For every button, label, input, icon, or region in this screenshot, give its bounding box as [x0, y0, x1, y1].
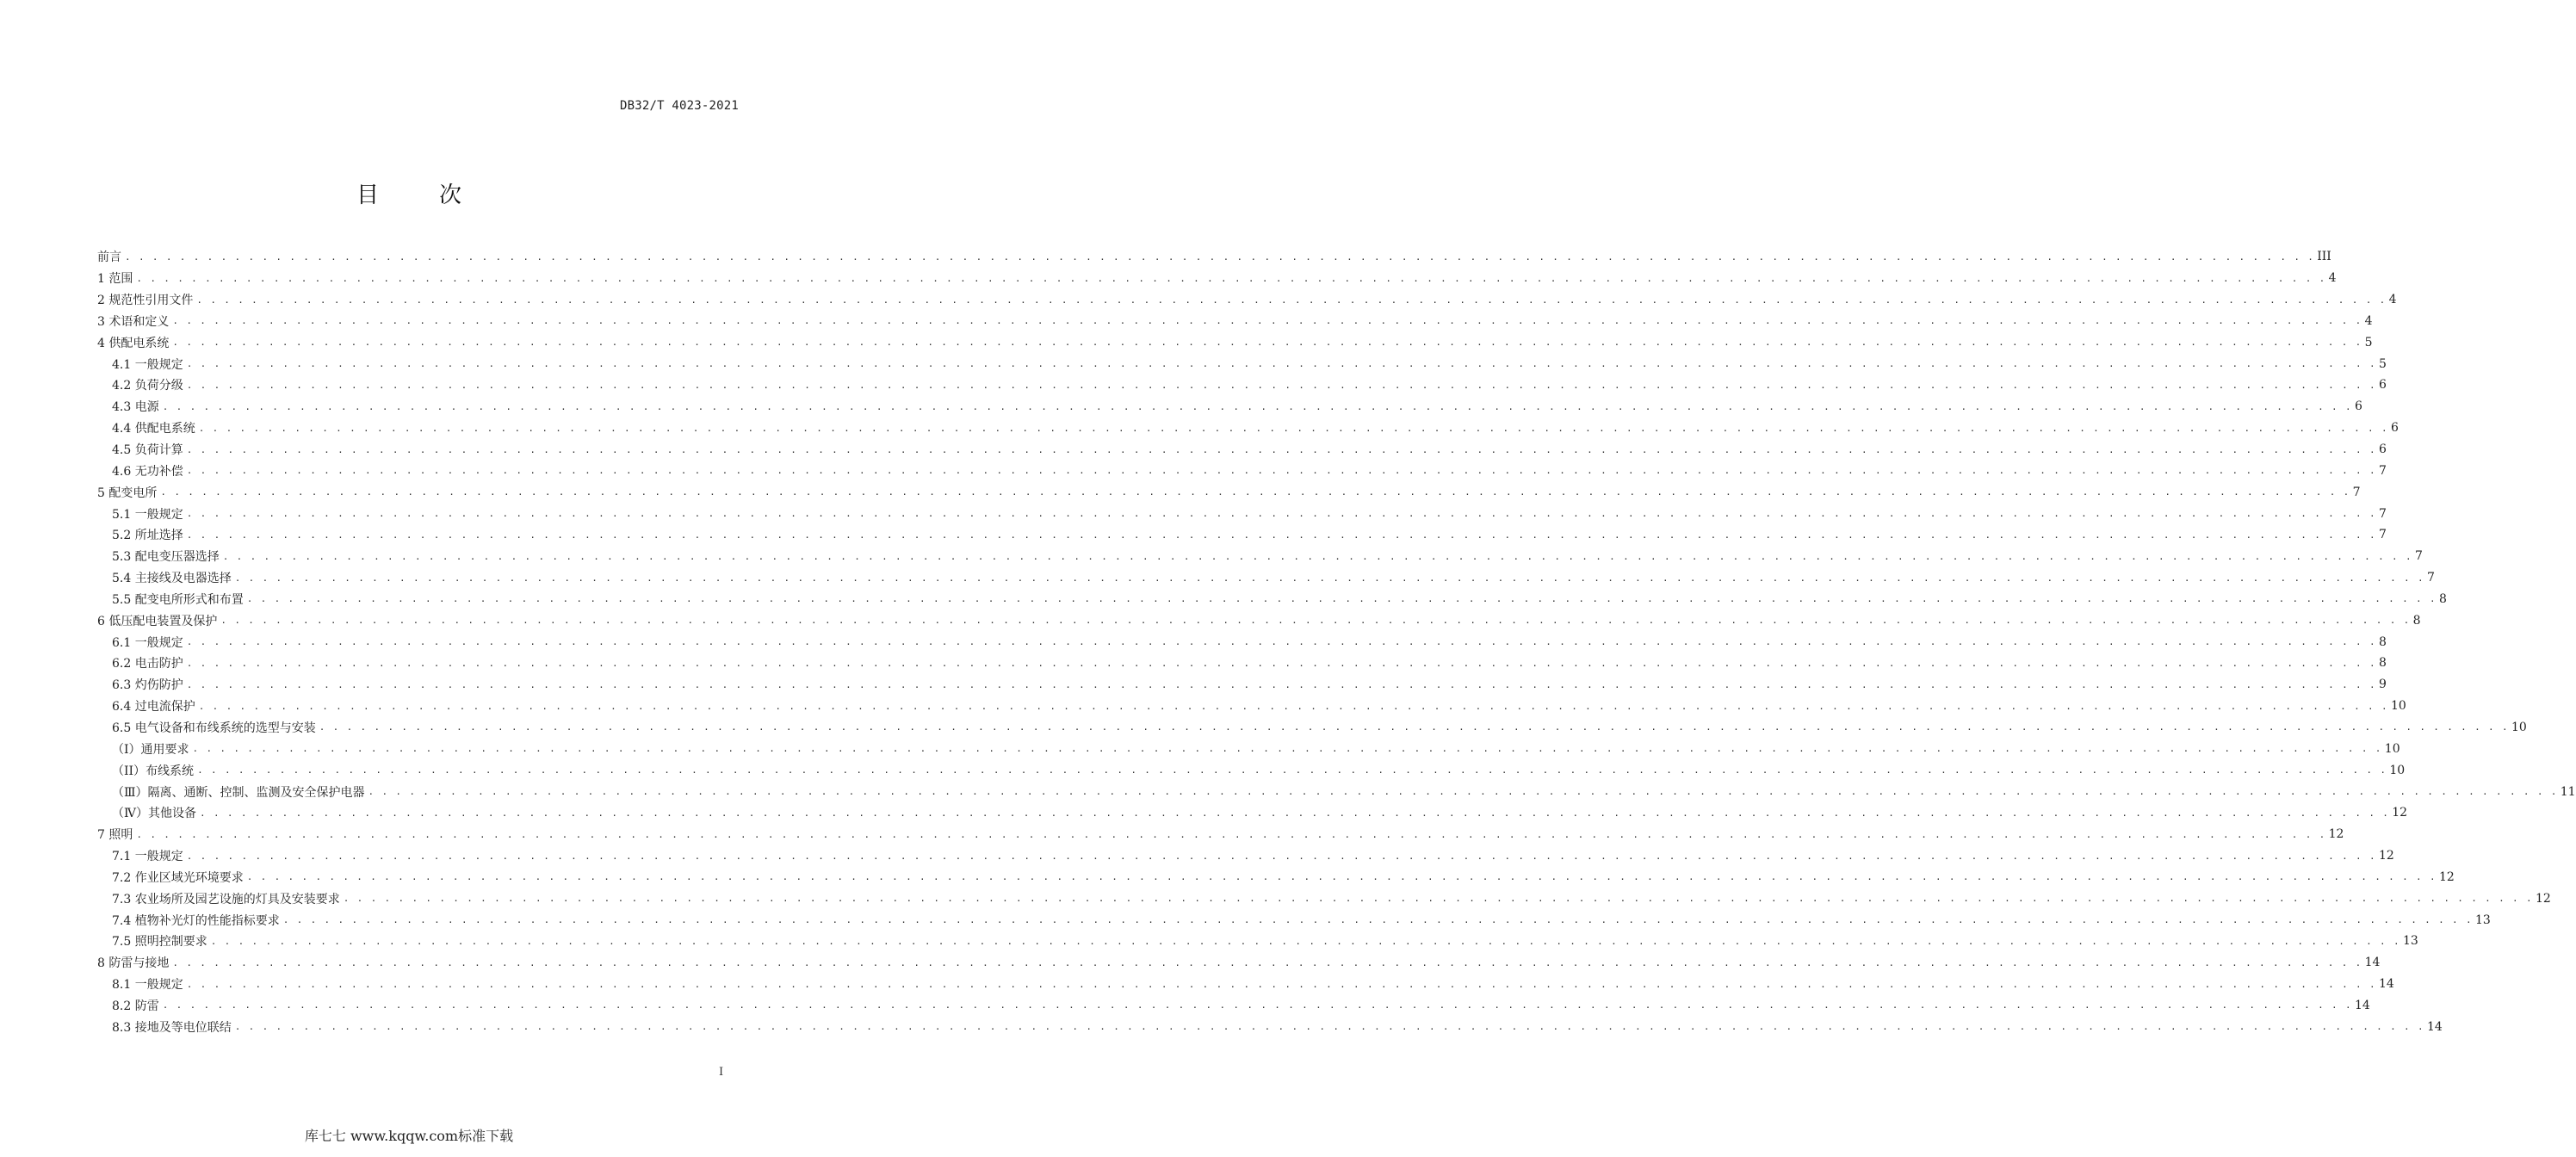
toc-entry-number: 3 — [97, 314, 105, 329]
toc-entry[interactable] — [97, 609, 2421, 631]
toc-entry[interactable] — [97, 374, 2387, 396]
toc-entry-title — [112, 569, 232, 586]
toc-entry[interactable] — [97, 439, 2387, 461]
toc-entry-label: 规范性引用文件 — [108, 294, 194, 308]
toc-entry-title — [97, 484, 157, 501]
toc-entry-title — [112, 932, 207, 950]
toc-page-number: 13 — [2402, 934, 2418, 949]
toc-entry-number: 6.4 — [112, 700, 132, 715]
dot-leader: . . . . . . . . . . . . . . . . . . . . . . . . . . . . . . . . . . . . . . . . . . . . . . . . . . . . . . . . . . . . . . . . . . . . . . . . . . . . . . . . . . . . . . . . . . . . . . . . . . . . . . . . . . . . . . . . . . . . . . . . . . . . . . . . . . . . . . . . . . . . . . . . . . . . . . . . . . . . . . . . — [198, 422, 2388, 434]
toc-entry-label: 一般规定 — [134, 507, 183, 522]
toc-page-number: 8 — [2412, 613, 2421, 628]
toc-entry-title — [112, 398, 159, 415]
toc-entry-label: 防雷 — [134, 999, 159, 1013]
toc-page-number: 12 — [2328, 827, 2344, 842]
dot-leader: . . . . . . . . . . . . . . . . . . . . . . . . . . . . . . . . . . . . . . . . . . . . . . . . . . . . . . . . . . . . . . . . . . . . . . . . . . . . . . . . . . . . . . . . . . . . . . . . . . . . . . . . . . . . . . . . . . . . . . . . . . . . . . . . . . . . . . . . . . . . . . . . . . . . . . . . . . . . . . . . — [172, 315, 2362, 327]
dot-leader: . . . . . . . . . . . . . . . . . . . . . . . . . . . . . . . . . . . . . . . . . . . . . . . . . . . . . . . . . . . . . . . . . . . . . . . . . . . . . . . . . . . . . . . . . . . . . . . . . . . . . . . . . . . . . . . . . . . . . . . . . . . . . . . . . . . . . . . . . . . . . . . . . . . . . . . . . . . . . . . . — [200, 807, 2390, 819]
toc-entry[interactable] — [97, 311, 2373, 332]
toc-entry-title — [112, 697, 195, 715]
toc-entry-title — [112, 975, 183, 993]
toc-entry-title — [112, 890, 340, 907]
dot-leader: . . . . . . . . . . . . . . . . . . . . . . . . . . . . . . . . . . . . . . . . . . . . . . . . . . . . . . . . . . . . . . . . . . . . . . . . . . . . . . . . . . . . . . . . . . . . . . . . . . . . . . . . . . . . . . . . . . . . . . . . . . . . . . . . . . . . . . . . . . . . . . . . . . . . . . . . . . . . . . . . — [319, 721, 2509, 733]
page-title: 目 次 — [356, 183, 480, 208]
toc-entry-title — [112, 783, 365, 801]
toc-entry-number: 5.1 — [112, 507, 132, 522]
toc-entry-label: 所址选择 — [134, 529, 183, 543]
toc-entry-label: 配变电所形式和布置 — [134, 592, 244, 607]
toc-entry-title — [112, 912, 280, 929]
toc-entry-number: 4.4 — [112, 422, 132, 436]
toc-entry-label: 其他设备 — [148, 807, 196, 821]
toc-entry[interactable] — [97, 1016, 2443, 1037]
toc-entry-number: 8 — [97, 956, 105, 971]
toc-entry-number: 4.1 — [112, 357, 132, 372]
dot-leader: . . . . . . . . . . . . . . . . . . . . . . . . . . . . . . . . . . . . . . . . . . . . . . . . . . . . . . . . . . . . . . . . . . . . . . . . . . . . . . . . . . . . . . . . . . . . . . . . . . . . . . . . . . . . . . . . . . . . . . . . . . . . . . . . . . . . . . . . . . . . . . . . . . . . . . . . . . . . . . . . — [368, 786, 2558, 798]
toc-entry-label: 通用要求 — [140, 742, 189, 757]
toc-page-number: 10 — [2384, 741, 2400, 756]
dot-leader: . . . . . . . . . . . . . . . . . . . . . . . . . . . . . . . . . . . . . . . . . . . . . . . . . . . . . . . . . . . . . . . . . . . . . . . . . . . . . . . . . . . . . . . . . . . . . . . . . . . . . . . . . . . . . . . . . . . . . . . . . . . . . . . . . . . . . . . . . . . . . . . . . . . . . . . . . . . . . . . . — [186, 657, 2376, 669]
toc-entry-number: 8.3 — [112, 1020, 132, 1035]
toc-entry[interactable] — [97, 717, 2527, 739]
toc-page-number: 6 — [2378, 442, 2387, 457]
toc-entry-label: 布线系统 — [146, 764, 195, 778]
toc-entry-label: 一般规定 — [134, 357, 183, 372]
dot-leader: . . . . . . . . . . . . . . . . . . . . . . . . . . . . . . . . . . . . . . . . . . . . . . . . . . . . . . . . . . . . . . . . . . . . . . . . . . . . . . . . . . . . . . . . . . . . . . . . . . . . . . . . . . . . . . . . . . . . . . . . . . . . . . . . . . . . . . . . . . . . . . . . . . . . . . . . . . . . . . . . — [210, 935, 2400, 947]
dot-leader: . . . . . . . . . . . . . . . . . . . . . . . . . . . . . . . . . . . . . . . . . . . . . . . . . . . . . . . . . . . . . . . . . . . . . . . . . . . . . . . . . . . . . . . . . . . . . . . . . . . . . . . . . . . . . . . . . . . . . . . . . . . . . . . . . . . . . . . . . . . . . . . . . . . . . . . . . . . . . . . . — [186, 678, 2376, 690]
dot-leader: . . . . . . . . . . . . . . . . . . . . . . . . . . . . . . . . . . . . . . . . . . . . . . . . . . . . . . . . . . . . . . . . . . . . . . . . . . . . . . . . . . . . . . . . . . . . . . . . . . . . . . . . . . . . . . . . . . . . . . . . . . . . . . . . . . . . . . . . . . . . . . . . . . . . . . . . . . . . . . . . — [246, 871, 2437, 883]
toc-entry-label: 供配电系统 — [108, 336, 170, 350]
toc-entry-title — [97, 291, 193, 308]
toc-entry[interactable] — [97, 653, 2387, 674]
toc-entry[interactable] — [97, 995, 2370, 1017]
toc-entry[interactable] — [97, 931, 2418, 952]
toc-page-number: 14 — [2378, 977, 2394, 992]
toc-entry-number: 6.3 — [112, 678, 132, 693]
toc-entry-number: 8.1 — [112, 978, 132, 993]
toc-entry-title — [97, 826, 133, 843]
toc-entry-label: 灼伤防护 — [134, 678, 183, 693]
toc-entry-title — [112, 654, 183, 671]
toc-entry-title — [112, 376, 183, 393]
toc-entry-title — [112, 548, 220, 565]
toc-page-number: III — [2317, 250, 2331, 264]
toc-entry-label: 一般规定 — [134, 635, 183, 650]
toc-entry-title — [112, 719, 316, 736]
toc-page-number: 6 — [2390, 421, 2399, 436]
toc-entry-label: 范围 — [108, 272, 133, 287]
toc-page-number: 10 — [2511, 720, 2527, 734]
toc-entry-number: 6.5 — [112, 721, 132, 735]
dot-leader: . . . . . . . . . . . . . . . . . . . . . . . . . . . . . . . . . . . . . . . . . . . . . . . . . . . . . . . . . . . . . . . . . . . . . . . . . . . . . . . . . . . . . . . . . . . . . . . . . . . . . . . . . . . . . . . . . . . . . . . . . . . . . . . . . . . . . . . . . . . . . . . . . . . . . . . . . . . . . . . . — [172, 956, 2362, 968]
toc-entry-title — [97, 269, 133, 287]
toc-entry[interactable] — [97, 246, 2331, 268]
dot-leader: . . . . . . . . . . . . . . . . . . . . . . . . . . . . . . . . . . . . . . . . . . . . . . . . . . . . . . . . . . . . . . . . . . . . . . . . . . . . . . . . . . . . . . . . . . . . . . . . . . . . . . . . . . . . . . . . . . . . . . . . . . . . . . . . . . . . . . . . . . . . . . . . . . . . . . . . . . . . . . . . — [136, 272, 2326, 284]
toc-entry-number: 7.1 — [112, 850, 132, 864]
toc-entry-label: 前言 — [97, 251, 121, 265]
dot-leader: . . . . . . . . . . . . . . . . . . . . . . . . . . . . . . . . . . . . . . . . . . . . . . . . . . . . . . . . . . . . . . . . . . . . . . . . . . . . . . . . . . . . . . . . . . . . . . . . . . . . . . . . . . . . . . . . . . . . . . . . . . . . . . . . . . . . . . . . . . . . . . . . . . . . . . . . . . . . . . . . — [186, 636, 2376, 648]
toc-page-number: 7 — [2414, 549, 2423, 564]
toc-entry[interactable] — [97, 524, 2387, 546]
toc-entry[interactable] — [97, 396, 2362, 418]
toc-entry-title — [112, 804, 196, 821]
toc-entry-label: 负荷计算 — [134, 443, 183, 458]
toc-entry-title — [112, 676, 183, 693]
toc-page-number: 5 — [2378, 356, 2387, 371]
toc-entry-title — [112, 462, 183, 480]
toc-entry-title — [112, 441, 183, 458]
dot-leader: . . . . . . . . . . . . . . . . . . . . . . . . . . . . . . . . . . . . . . . . . . . . . . . . . . . . . . . . . . . . . . . . . . . . . . . . . . . . . . . . . . . . . . . . . . . . . . . . . . . . . . . . . . . . . . . . . . . . . . . . . . . . . . . . . . . . . . . . . . . . . . . . . . . . . . . . . . . . . . . . — [160, 486, 2350, 498]
toc-entry-number: （Ⅲ） — [112, 785, 148, 800]
toc-page-number: 7 — [2378, 463, 2387, 478]
toc-entry-label: 一般规定 — [134, 978, 183, 993]
dot-leader: . . . . . . . . . . . . . . . . . . . . . . . . . . . . . . . . . . . . . . . . . . . . . . . . . . . . . . . . . . . . . . . . . . . . . . . . . . . . . . . . . . . . . . . . . . . . . . . . . . . . . . . . . . . . . . . . . . . . . . . . . . . . . . . . . . . . . . . . . . . . . . . . . . . . . . . . . . . . . . . . — [186, 850, 2376, 862]
page-number: I — [719, 1066, 724, 1079]
toc-page-number: 7 — [2352, 485, 2361, 499]
dot-leader: . . . . . . . . . . . . . . . . . . . . . . . . . . . . . . . . . . . . . . . . . . . . . . . . . . . . . . . . . . . . . . . . . . . . . . . . . . . . . . . . . . . . . . . . . . . . . . . . . . . . . . . . . . . . . . . . . . . . . . . . . . . . . . . . . . . . . . . . . . . . . . . . . . . . . . . . . . . . . . . . — [186, 508, 2376, 520]
toc-entry-number: 5.3 — [112, 550, 132, 565]
toc-entry[interactable] — [97, 589, 2447, 610]
toc-entry-title — [112, 634, 183, 651]
toc-entry-label: 主接线及电器选择 — [134, 572, 232, 586]
dot-leader: . . . . . . . . . . . . . . . . . . . . . . . . . . . . . . . . . . . . . . . . . . . . . . . . . . . . . . . . . . . . . . . . . . . . . . . . . . . . . . . . . . . . . . . . . . . . . . . . . . . . . . . . . . . . . . . . . . . . . . . . . . . . . . . . . . . . . . . . . . . . . . . . . . . . . . . . . . . . . . . . — [343, 893, 2533, 905]
toc-entry-number: 2 — [97, 294, 105, 308]
toc-page-number: 14 — [2364, 956, 2381, 970]
toc-entry-label: 植物补光灯的性能指标要求 — [134, 913, 280, 928]
toc-entry-title — [112, 869, 244, 886]
toc-entry[interactable] — [97, 353, 2387, 374]
toc-entry-label: 负荷分级 — [134, 379, 183, 393]
toc-entry-label: 作业区域光环境要求 — [134, 870, 244, 885]
toc-page-number: 13 — [2474, 913, 2491, 927]
toc-page-number: 7 — [2378, 528, 2387, 542]
toc-entry-title — [112, 419, 195, 436]
toc-entry-number: 5.2 — [112, 529, 132, 543]
toc-entry-label: 供配电系统 — [134, 422, 195, 436]
toc-entry-number: 4.5 — [112, 443, 132, 458]
toc-page-number: 4 — [2364, 313, 2373, 328]
toc-page-number: 14 — [2426, 1019, 2443, 1034]
toc-entry-label: 防雷与接地 — [108, 956, 170, 971]
toc-entry[interactable] — [97, 460, 2387, 481]
toc-entry-title — [112, 1018, 232, 1036]
toc-page-number: 5 — [2364, 335, 2373, 350]
toc-entry-number: 4.6 — [112, 464, 132, 479]
toc-entry-label: 电击防护 — [134, 657, 183, 671]
toc-entry-number: 7.2 — [112, 870, 132, 885]
dot-leader: . . . . . . . . . . . . . . . . . . . . . . . . . . . . . . . . . . . . . . . . . . . . . . . . . . . . . . . . . . . . . . . . . . . . . . . . . . . . . . . . . . . . . . . . . . . . . . . . . . . . . . . . . . . . . . . . . . . . . . . . . . . . . . . . . . . . . . . . . . . . . . . . . . . . . . . . . . . . . . . . — [186, 529, 2376, 541]
dot-leader: . . . . . . . . . . . . . . . . . . . . . . . . . . . . . . . . . . . . . . . . . . . . . . . . . . . . . . . . . . . . . . . . . . . . . . . . . . . . . . . . . . . . . . . . . . . . . . . . . . . . . . . . . . . . . . . . . . . . . . . . . . . . . . . . . . . . . . . . . . . . . . . . . . . . . . . . . . . . . . . . — [222, 550, 2412, 562]
toc-entry-number: 7.3 — [112, 892, 132, 906]
dot-leader: . . . . . . . . . . . . . . . . . . . . . . . . . . . . . . . . . . . . . . . . . . . . . . . . . . . . . . . . . . . . . . . . . . . . . . . . . . . . . . . . . . . . . . . . . . . . . . . . . . . . . . . . . . . . . . . . . . . . . . . . . . . . . . . . . . . . . . . . . . . . . . . . . . . . . . . . . . . . . . . . — [172, 337, 2362, 349]
toc-entry-number: 6.1 — [112, 635, 132, 650]
toc-entry[interactable] — [97, 952, 2381, 974]
toc-page-number: 6 — [2354, 399, 2362, 414]
toc-entry-label: 电气设备和布线系统的选型与安装 — [134, 721, 316, 735]
toc-entry[interactable] — [97, 759, 2406, 781]
toc-entry[interactable] — [97, 503, 2387, 524]
toc-entry-title — [97, 312, 169, 330]
toc-entry-label: 术语和定义 — [108, 314, 170, 329]
toc-entry-title — [97, 248, 121, 265]
dot-leader: . . . . . . . . . . . . . . . . . . . . . . . . . . . . . . . . . . . . . . . . . . . . . . . . . . . . . . . . . . . . . . . . . . . . . . . . . . . . . . . . . . . . . . . . . . . . . . . . . . . . . . . . . . . . . . . . . . . . . . . . . . . . . . . . . . . . . . . . . . . . . . . . . . . . . . . . . . . . . . . . — [136, 828, 2326, 840]
dot-leader: . . . . . . . . . . . . . . . . . . . . . . . . . . . . . . . . . . . . . . . . . . . . . . . . . . . . . . . . . . . . . . . . . . . . . . . . . . . . . . . . . . . . . . . . . . . . . . . . . . . . . . . . . . . . . . . . . . . . . . . . . . . . . . . . . . . . . . . . . . . . . . . . . . . . . . . . . . . . . . . . — [186, 978, 2376, 990]
toc-entry-number: 6.2 — [112, 657, 132, 671]
toc-entry-number: 7.5 — [112, 935, 132, 950]
toc-entry[interactable] — [97, 481, 2361, 503]
toc-entry-label: 农业场所及园艺设施的灯具及安装要求 — [134, 892, 340, 906]
toc-entry[interactable] — [97, 845, 2394, 867]
dot-leader: . . . . . . . . . . . . . . . . . . . . . . . . . . . . . . . . . . . . . . . . . . . . . . . . . . . . . . . . . . . . . . . . . . . . . . . . . . . . . . . . . . . . . . . . . . . . . . . . . . . . . . . . . . . . . . . . . . . . . . . . . . . . . . . . . . . . . . . . . . . . . . . . . . . . . . . . . . . . . . . . — [192, 743, 2382, 755]
toc-page-number: 14 — [2354, 998, 2370, 1012]
dot-leader: . . . . . . . . . . . . . . . . . . . . . . . . . . . . . . . . . . . . . . . . . . . . . . . . . . . . . . . . . . . . . . . . . . . . . . . . . . . . . . . . . . . . . . . . . . . . . . . . . . . . . . . . . . . . . . . . . . . . . . . . . . . . . . . . . . . . . . . . . . . . . . . . . . . . . . . . . . . . . . . . — [282, 914, 2473, 926]
toc-entry[interactable] — [97, 824, 2344, 845]
toc-entry-label: 配变电所 — [108, 486, 158, 500]
toc-page-number: 10 — [2389, 763, 2406, 777]
table-of-contents — [97, 246, 2576, 1037]
toc-entry-label: 照明控制要求 — [134, 935, 207, 950]
toc-entry-label: 隔离、通断、控制、监测及安全保护电器 — [147, 785, 365, 800]
toc-entry-number: 7 — [97, 828, 105, 843]
dot-leader: . . . . . . . . . . . . . . . . . . . . . . . . . . . . . . . . . . . . . . . . . . . . . . . . . . . . . . . . . . . . . . . . . . . . . . . . . . . . . . . . . . . . . . . . . . . . . . . . . . . . . . . . . . . . . . . . . . . . . . . . . . . . . . . . . . . . . . . . . . . . . . . . . . . . . . . . . . . . . . . . — [196, 294, 2387, 306]
toc-entry-number: 4.2 — [112, 379, 132, 393]
toc-entry[interactable] — [97, 331, 2373, 353]
toc-entry-number: 5.4 — [112, 572, 132, 586]
toc-entry-number: 8.2 — [112, 999, 132, 1013]
footer-watermark: 库七七 www.kqqw.com标准下载 — [304, 1128, 514, 1144]
toc-entry-label: 配电变压器选择 — [134, 550, 220, 565]
toc-entry-number: 6 — [97, 614, 105, 628]
toc-entry-number: 5.5 — [112, 592, 132, 607]
toc-entry-number: （Ⅰ） — [112, 742, 141, 757]
toc-entry-label: 接地及等电位联结 — [134, 1020, 232, 1035]
dot-leader: . . . . . . . . . . . . . . . . . . . . . . . . . . . . . . . . . . . . . . . . . . . . . . . . . . . . . . . . . . . . . . . . . . . . . . . . . . . . . . . . . . . . . . . . . . . . . . . . . . . . . . . . . . . . . . . . . . . . . . . . . . . . . . . . . . . . . . . . . . . . . . . . . . . . . . . . . . . . . . . . — [234, 1021, 2424, 1033]
toc-entry[interactable] — [97, 866, 2455, 888]
toc-page-number: 4 — [2388, 293, 2397, 307]
toc-entry[interactable] — [97, 696, 2406, 717]
toc-entry-label: 电源 — [134, 400, 159, 415]
toc-entry-number: 7.4 — [112, 913, 132, 928]
standard-code: DB32/T 4023-2021 — [619, 99, 739, 113]
toc-page-number: 7 — [2378, 506, 2387, 521]
toc-entry-label: 无功补偿 — [134, 464, 183, 479]
toc-page-number: 6 — [2378, 378, 2387, 393]
toc-entry-number: 1 — [97, 272, 105, 287]
toc-entry-label: 过电流保护 — [134, 700, 195, 715]
toc-entry[interactable] — [97, 802, 2408, 824]
toc-page-number: 9 — [2378, 677, 2387, 692]
toc-entry[interactable] — [97, 631, 2387, 653]
toc-entry-number: （II） — [112, 764, 146, 778]
toc-entry-number: 5 — [97, 486, 105, 500]
toc-page-number: 4 — [2328, 271, 2337, 286]
dot-leader: . . . . . . . . . . . . . . . . . . . . . . . . . . . . . . . . . . . . . . . . . . . . . . . . . . . . . . . . . . . . . . . . . . . . . . . . . . . . . . . . . . . . . . . . . . . . . . . . . . . . . . . . . . . . . . . . . . . . . . . . . . . . . . . . . . . . . . . . . . . . . . . . . . . . . . . . . . . . . . . . — [198, 700, 2388, 712]
toc-entry[interactable] — [97, 418, 2399, 439]
toc-entry-title — [112, 997, 159, 1014]
toc-entry[interactable] — [97, 909, 2491, 931]
toc-page-number: 12 — [2392, 806, 2408, 820]
dot-leader: . . . . . . . . . . . . . . . . . . . . . . . . . . . . . . . . . . . . . . . . . . . . . . . . . . . . . . . . . . . . . . . . . . . . . . . . . . . . . . . . . . . . . . . . . . . . . . . . . . . . . . . . . . . . . . . . . . . . . . . . . . . . . . . . . . . . . . . . . . . . . . . . . . . . . . . . . . . . . . . . — [186, 443, 2376, 455]
dot-leader: . . . . . . . . . . . . . . . . . . . . . . . . . . . . . . . . . . . . . . . . . . . . . . . . . . . . . . . . . . . . . . . . . . . . . . . . . . . . . . . . . . . . . . . . . . . . . . . . . . . . . . . . . . . . . . . . . . . . . . . . . . . . . . . . . . . . . . . . . . . . . . . . . . . . . . . . . . . . . . . . — [186, 465, 2376, 477]
toc-entry[interactable] — [97, 289, 2397, 311]
toc-entry-title — [97, 612, 217, 629]
toc-entry[interactable] — [97, 888, 2551, 909]
toc-page-number: 8 — [2438, 591, 2447, 606]
dot-leader: . . . . . . . . . . . . . . . . . . . . . . . . . . . . . . . . . . . . . . . . . . . . . . . . . . . . . . . . . . . . . . . . . . . . . . . . . . . . . . . . . . . . . . . . . . . . . . . . . . . . . . . . . . . . . . . . . . . . . . . . . . . . . . . . . . . . . . . . . . . . . . . . . . . . . . . . . . . . . . . . — [186, 358, 2376, 370]
toc-entry-title — [112, 762, 194, 779]
toc-entry-title — [97, 334, 169, 351]
toc-entry-title — [97, 954, 169, 971]
toc-entry-number: 4 — [97, 336, 105, 350]
toc-page-number: 11 — [2560, 784, 2576, 799]
toc-entry[interactable] — [97, 546, 2423, 567]
toc-entry-title — [112, 356, 183, 373]
toc-page-number: 8 — [2378, 634, 2387, 649]
toc-entry-title — [112, 505, 183, 523]
toc-page-number: 7 — [2426, 571, 2435, 585]
toc-entry-title — [112, 591, 244, 608]
toc-entry[interactable] — [97, 974, 2394, 995]
dot-leader: . . . . . . . . . . . . . . . . . . . . . . . . . . . . . . . . . . . . . . . . . . . . . . . . . . . . . . . . . . . . . . . . . . . . . . . . . . . . . . . . . . . . . . . . . . . . . . . . . . . . . . . . . . . . . . . . . . . . . . . . . . . . . . . . . . . . . . . . . . . . . . . . . . . . . . . . . . . . . . . . — [125, 251, 2315, 263]
dot-leader: . . . . . . . . . . . . . . . . . . . . . . . . . . . . . . . . . . . . . . . . . . . . . . . . . . . . . . . . . . . . . . . . . . . . . . . . . . . . . . . . . . . . . . . . . . . . . . . . . . . . . . . . . . . . . . . . . . . . . . . . . . . . . . . . . . . . . . . . . . . . . . . . . . . . . . . . . . . . . . . . — [162, 999, 2352, 1012]
toc-entry-title — [112, 847, 183, 864]
toc-entry[interactable] — [97, 268, 2337, 289]
toc-page-number: 10 — [2390, 699, 2406, 714]
toc-entry-label: 低压配电装置及保护 — [108, 614, 218, 628]
toc-page-number: 12 — [2378, 849, 2394, 863]
dot-leader: . . . . . . . . . . . . . . . . . . . . . . . . . . . . . . . . . . . . . . . . . . . . . . . . . . . . . . . . . . . . . . . . . . . . . . . . . . . . . . . . . . . . . . . . . . . . . . . . . . . . . . . . . . . . . . . . . . . . . . . . . . . . . . . . . . . . . . . . . . . . . . . . . . . . . . . . . . . . . . . . — [186, 379, 2376, 391]
dot-leader: . . . . . . . . . . . . . . . . . . . . . . . . . . . . . . . . . . . . . . . . . . . . . . . . . . . . . . . . . . . . . . . . . . . . . . . . . . . . . . . . . . . . . . . . . . . . . . . . . . . . . . . . . . . . . . . . . . . . . . . . . . . . . . . . . . . . . . . . . . . . . . . . . . . . . . . . . . . . . . . . — [220, 615, 2411, 627]
dot-leader: . . . . . . . . . . . . . . . . . . . . . . . . . . . . . . . . . . . . . . . . . . . . . . . . . . . . . . . . . . . . . . . . . . . . . . . . . . . . . . . . . . . . . . . . . . . . . . . . . . . . . . . . . . . . . . . . . . . . . . . . . . . . . . . . . . . . . . . . . . . . . . . . . . . . . . . . . . . . . . . . — [162, 400, 2352, 412]
toc-entry[interactable] — [97, 738, 2400, 759]
toc-page-number: 12 — [2535, 891, 2551, 906]
toc-entry-title — [112, 526, 183, 543]
dot-leader: . . . . . . . . . . . . . . . . . . . . . . . . . . . . . . . . . . . . . . . . . . . . . . . . . . . . . . . . . . . . . . . . . . . . . . . . . . . . . . . . . . . . . . . . . . . . . . . . . . . . . . . . . . . . . . . . . . . . . . . . . . . . . . . . . . . . . . . . . . . . . . . . . . . . . . . . . . . . . . . . — [234, 572, 2424, 584]
dot-leader: . . . . . . . . . . . . . . . . . . . . . . . . . . . . . . . . . . . . . . . . . . . . . . . . . . . . . . . . . . . . . . . . . . . . . . . . . . . . . . . . . . . . . . . . . . . . . . . . . . . . . . . . . . . . . . . . . . . . . . . . . . . . . . . . . . . . . . . . . . . . . . . . . . . . . . . . . . . . . . . . — [197, 764, 2387, 776]
toc-page-number: 12 — [2438, 869, 2455, 884]
toc-entry-label: 一般规定 — [134, 850, 183, 864]
toc-entry[interactable] — [97, 781, 2576, 802]
dot-leader: . . . . . . . . . . . . . . . . . . . . . . . . . . . . . . . . . . . . . . . . . . . . . . . . . . . . . . . . . . . . . . . . . . . . . . . . . . . . . . . . . . . . . . . . . . . . . . . . . . . . . . . . . . . . . . . . . . . . . . . . . . . . . . . . . . . . . . . . . . . . . . . . . . . . . . . . . . . . . . . . — [246, 593, 2437, 605]
toc-entry-number: 4.3 — [112, 400, 132, 415]
toc-entry-number: （Ⅳ） — [112, 807, 148, 821]
toc-page-number: 8 — [2378, 656, 2387, 671]
toc-entry[interactable] — [97, 567, 2435, 589]
toc-entry-title — [112, 740, 189, 758]
toc-entry-label: 照明 — [108, 828, 133, 843]
toc-entry[interactable] — [97, 674, 2387, 696]
